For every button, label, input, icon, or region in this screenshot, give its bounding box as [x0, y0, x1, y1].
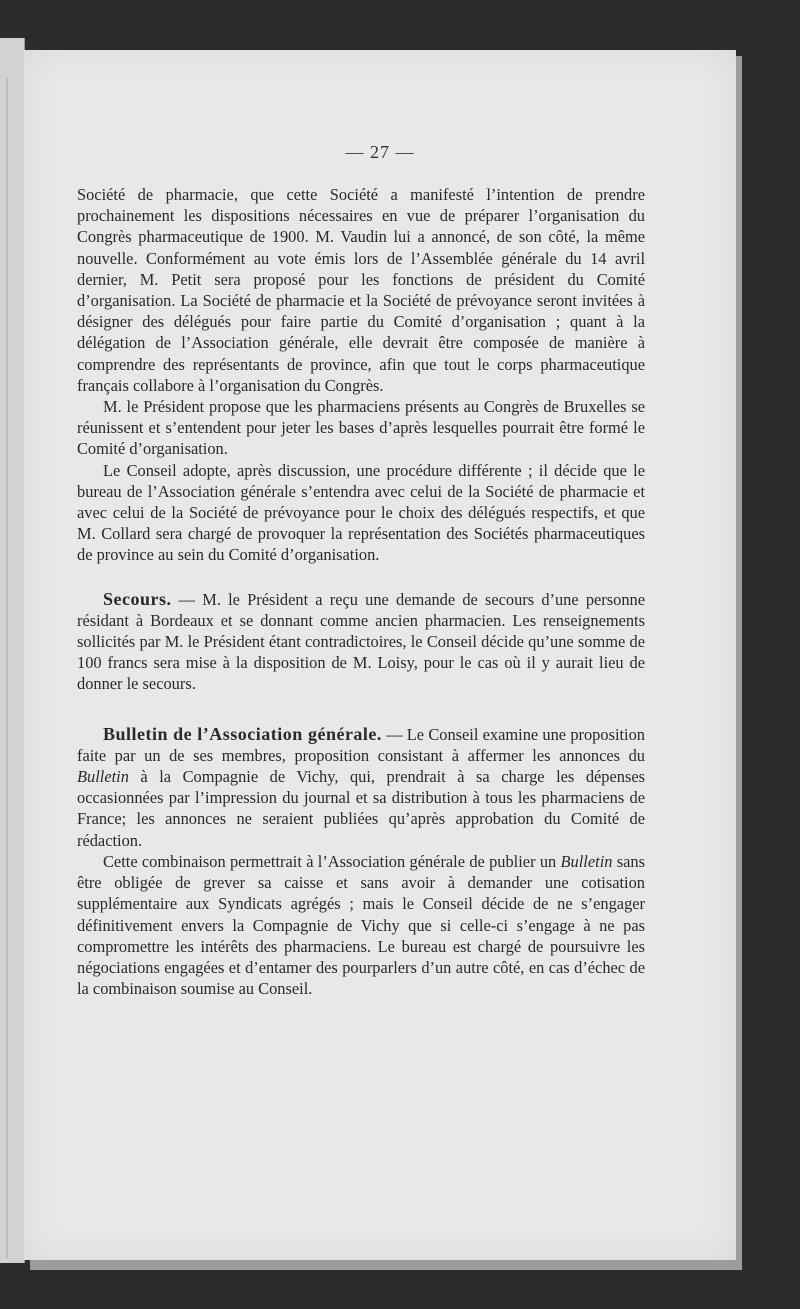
secours-text: — M. le Président a reçu une demande de secours d’une personne résidant à Bordeaux et se donnant comme ancien pharmacien. Les renseignements sollicités par M. le Président étant contradictoires, le Conseil décide qu’une somme de 100 francs sera mise à la disposition de M. Loisy, pour le cas où il y aurait lieu de donner le secours. — [77, 589, 645, 694]
paragraph-conseil-decision: Le Conseil adopte, après discussion, une procédure différente ; il décide que le bureau de l’Association générale s’entendra avec celui de la Société de pharmacie et avec celui de la Société de prévoyance pour le choix des délégués respectifs, et que M. Collard sera chargé de provoquer la représentation des Sociétés pharmaceutiques de province au sein du Comité d’organisation. — [77, 460, 645, 565]
section-title-bulletin: Bulletin de l’Association générale. — [103, 723, 382, 744]
bulletin-text-a: — Le Conseil examine une proposition faite par un de ses membres, proposition consistant à affermer les annonces du — [77, 724, 645, 765]
paragraph-combinaison — [77, 851, 645, 999]
section-title-secours: Secours. — [103, 588, 172, 609]
page-number: — 27 — — [345, 142, 415, 162]
section-bulletin — [77, 724, 645, 851]
section-secours — [77, 589, 645, 695]
page-body — [77, 184, 645, 999]
bulletin-italic-2: Bulletin — [560, 851, 613, 871]
combinaison-text-a: Cette combinaison permettrait à l’Association générale de publier un — [103, 851, 561, 871]
combinaison-text-b: sans être obligée de grever sa caisse et sans avoir à demander une cotisation supplémentaire aux Syndicats agrégés ; mais le Conseil décide de ne s’engager définitivement envers la Compagnie de Vichy que si celle-ci s’engage à ne pas compromettre les intérêts des pharmaciens. Le bureau est chargé de poursuivre les négociations engagées et d’entamer des pourparlers d’un autre côté, en cas d’échec de la combinaison soumise au Conseil. — [77, 851, 645, 999]
page-edge-line — [6, 78, 8, 1258]
paragraph-continuation: Société de pharmacie, que cette Société a manifesté l’intention de prendre prochainement les dispositions nécessaires en vue de préparer l’organisation du Congrès pharmaceutique de 1900. M. Vaudin lui a annoncé, de son côté, la même nouvelle. Conformément au vote émis lors de l’Assemblée générale du 14 avril dernier, M. Petit sera proposé pour les fonctions de président du Comité d’organisation. La Société de pharmacie et la Société de prévoyance seront invitées à désigner des délégués pour faire partie du Comité d’organisation ; quant à la délégation de l’Association générale, elle devrait être composée de manière à comprendre des représentants de province, afin que tout le corps pharmaceutique français collabore à l’organisation du Congrès. — [77, 185, 645, 395]
adjacent-page-edge — [0, 38, 25, 1263]
bulletin-text-b: à la Compagnie de Vichy, qui, prendrait à sa charge les dépenses occasionnées par l’impression du journal et sa distribution à tous les pharmaciens de France; les annonces ne seraient publiées qu’après approbation du Comité de rédaction. — [77, 767, 645, 850]
paragraph-president-proposal: M. le Président propose que les pharmaciens présents au Congrès de Bruxelles se réunissent et s’entendent pour jeter les bases d’après lesquelles pourrait être formé le Comité d’organisation. — [77, 397, 645, 459]
bulletin-italic-1: Bulletin — [77, 767, 129, 787]
document-page — [24, 50, 736, 1260]
